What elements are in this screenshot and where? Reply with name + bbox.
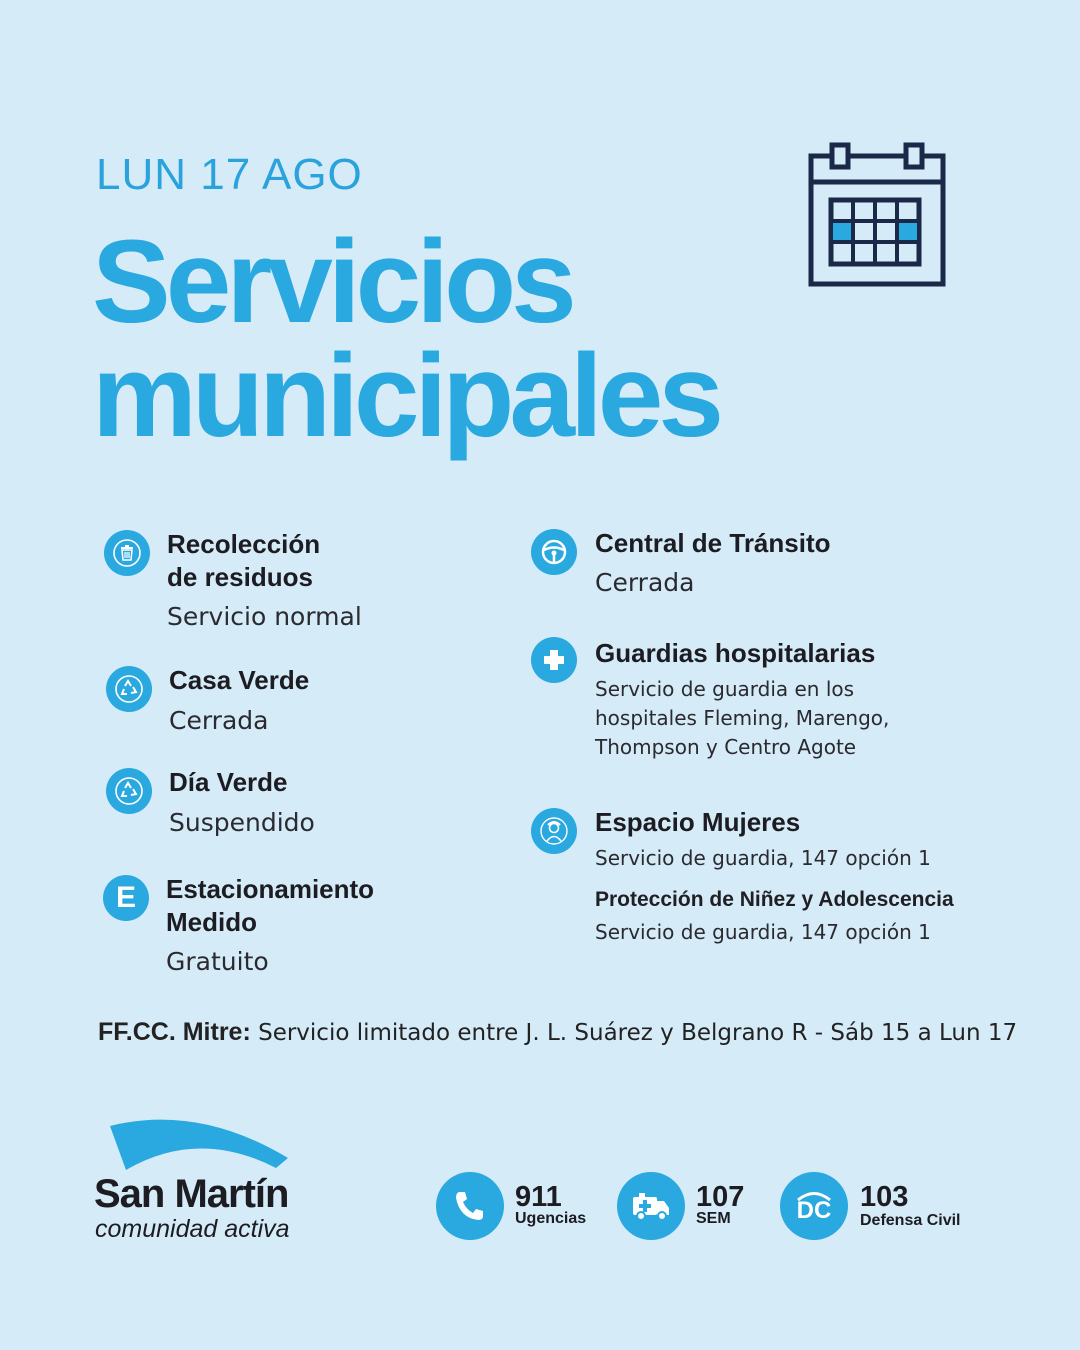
parking-e-letter: E bbox=[115, 881, 136, 914]
service-detail-line: hospitales Fleming, Marengo, bbox=[595, 706, 890, 730]
page-title-line1: Servicios bbox=[92, 216, 572, 348]
service-title: Día Verde bbox=[169, 767, 288, 797]
service-status: Gratuito bbox=[166, 947, 269, 976]
calendar-icon bbox=[808, 142, 946, 288]
phone-911[interactable] bbox=[436, 1172, 596, 1242]
phone-number: 911 bbox=[515, 1181, 562, 1213]
phone-number: 107 bbox=[696, 1181, 745, 1213]
phone-label: Ugencias bbox=[515, 1210, 587, 1227]
service-detail-line: Servicio de guardia en los bbox=[595, 677, 855, 701]
ambulance-icon bbox=[617, 1172, 685, 1240]
service-subtitle: Protección de Niñez y Adolescencia bbox=[595, 888, 954, 911]
recycle-icon bbox=[106, 666, 152, 712]
date-label: LUN 17 AGO bbox=[96, 150, 363, 199]
train-notice-label: FF.CC. Mitre: bbox=[98, 1018, 251, 1046]
medical-cross-icon bbox=[531, 637, 577, 683]
service-status: Cerrada bbox=[595, 568, 695, 597]
steering-wheel-icon bbox=[531, 529, 577, 575]
recycle-icon bbox=[106, 768, 152, 814]
logo-tagline: comunidad activa bbox=[95, 1215, 290, 1243]
service-detail-line: Thompson y Centro Agote bbox=[595, 735, 857, 759]
service-title: de residuos bbox=[167, 562, 313, 592]
page-title-line2: municipales bbox=[92, 330, 720, 462]
service-title: Estacionamiento bbox=[166, 874, 375, 904]
train-notice-text: Servicio limitado entre J. L. Suárez y Belgrano R - Sáb 15 a Lun 17 bbox=[250, 1020, 1018, 1046]
logo-name: San Martín bbox=[94, 1172, 289, 1216]
service-title: Recolección bbox=[167, 529, 321, 559]
phone-103[interactable] bbox=[780, 1172, 980, 1242]
service-status: Servicio normal bbox=[167, 602, 362, 631]
logo-arc-icon bbox=[108, 1112, 290, 1174]
service-title: Central de Tránsito bbox=[595, 528, 831, 558]
service-status: Cerrada bbox=[169, 706, 269, 735]
civil-defense-text: DC bbox=[796, 1197, 832, 1224]
service-status: Suspendido bbox=[169, 808, 315, 837]
phone-107[interactable] bbox=[617, 1172, 767, 1242]
train-notice bbox=[98, 1018, 1017, 1047]
parking-e-icon bbox=[103, 875, 149, 921]
phone-label: SEM bbox=[696, 1210, 731, 1227]
service-substatus: Servicio de guardia, 147 opción 1 bbox=[595, 920, 931, 944]
service-title: Espacio Mujeres bbox=[595, 807, 801, 837]
service-title: Guardias hospitalarias bbox=[595, 638, 876, 668]
civil-defense-icon bbox=[780, 1172, 848, 1240]
service-status: Servicio de guardia, 147 opción 1 bbox=[595, 846, 931, 870]
phone-number: 103 bbox=[860, 1181, 909, 1213]
phone-icon bbox=[436, 1172, 504, 1240]
woman-icon bbox=[531, 808, 577, 854]
trash-icon bbox=[104, 530, 150, 576]
phone-label: Defensa Civil bbox=[860, 1212, 961, 1229]
service-title: Casa Verde bbox=[169, 665, 310, 695]
service-title: Medido bbox=[166, 907, 257, 937]
